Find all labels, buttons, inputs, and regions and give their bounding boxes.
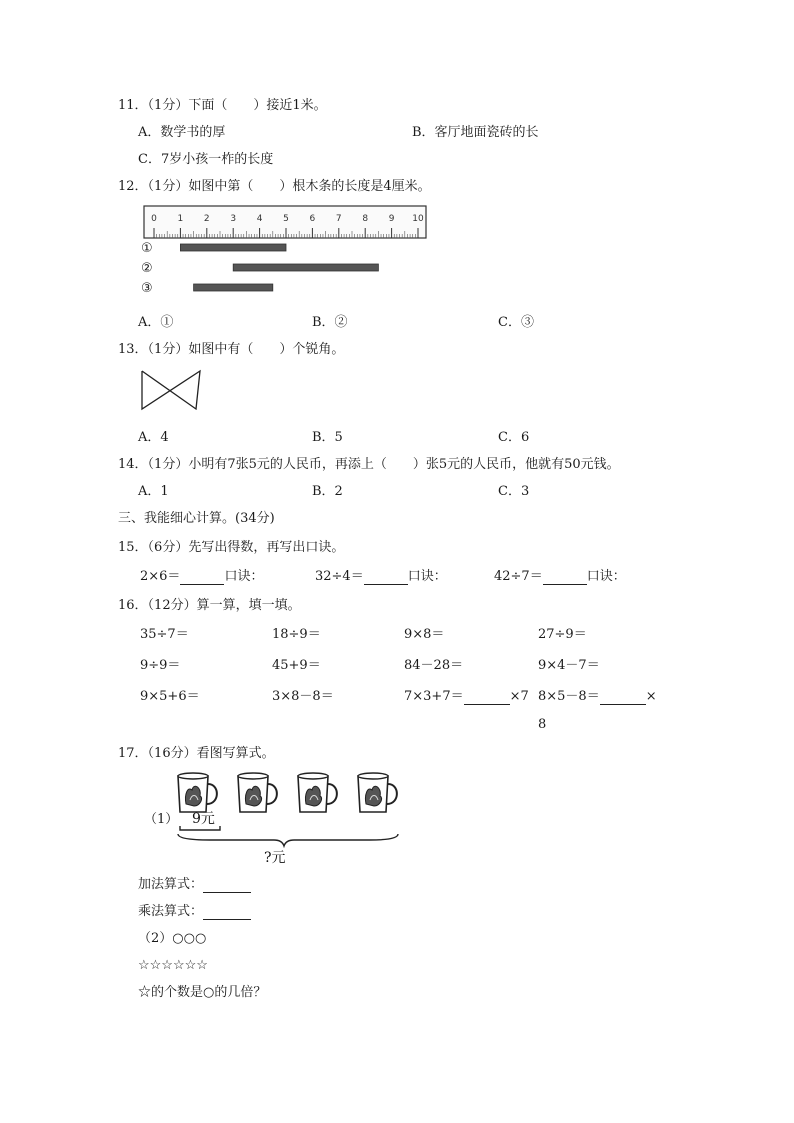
q16-r2-c2: 45+9＝ (272, 658, 321, 673)
q15-stem: 15．（6分）先写出得数，再写出口诀。 (118, 540, 345, 555)
ruler-tick-label-4: 4 (256, 214, 263, 224)
q15-answer-3-blank[interactable] (543, 571, 587, 585)
q16-r3-c4-blank[interactable] (600, 691, 646, 705)
q17-part2-stars: ☆☆☆☆☆☆ (138, 958, 208, 973)
cup-price-label: 9元 (192, 811, 215, 827)
wood-bar-2 (233, 264, 378, 271)
total-brace (178, 834, 398, 846)
ruler-tick-label-8: 8 (362, 214, 369, 224)
bowtie-shape (142, 371, 200, 409)
ruler-tick-label-2: 2 (203, 214, 210, 224)
q17-part2-circles: （2）○○○ (138, 931, 207, 946)
q15-koujue-label-3: 口诀： (586, 569, 626, 584)
q17-add-blank[interactable] (203, 879, 251, 893)
bar-label-3: ③ (141, 281, 153, 296)
q16-r2-c4: 9×4－7＝ (538, 658, 600, 673)
q16-r1-c2: 18÷9＝ (272, 627, 321, 642)
q15-expr-1: 2×6＝ (140, 569, 181, 584)
q16-r2-c3: 84－28＝ (404, 658, 464, 673)
q16-r1-c4: 27÷9＝ (538, 627, 587, 642)
ruler-figure (140, 204, 430, 304)
q17-add-label: 加法算式： (138, 877, 204, 892)
q16-stem: 16．（12分）算一算，填一填。 (118, 598, 301, 613)
bar-label-1: ① (141, 241, 153, 256)
q16-r2-c1: 9÷9＝ (140, 658, 181, 673)
q16-r3-c2: 3×8－8＝ (272, 689, 334, 704)
q16-r3-c3-tail: ×7 (509, 689, 529, 704)
cups-figure (170, 766, 400, 868)
q17-mul-row (138, 904, 251, 920)
q16-r3-c4 (538, 689, 657, 705)
q15-item-1 (140, 569, 263, 585)
q17-part2-question: ☆的个数是○的几倍？ (138, 985, 267, 1000)
q13-stem: 13．（1分）如图中有（ ）个锐角。 (118, 342, 345, 357)
ruler-tick-label-3: 3 (230, 214, 237, 224)
q13-option-b[interactable]: B．5 (312, 430, 343, 445)
q16-r3-c4-expr: 8×5－8＝ (538, 689, 600, 704)
q17-add-row (138, 877, 251, 893)
q11-option-b[interactable]: B．客厅地面瓷砖的长 (412, 125, 539, 140)
bowtie-figure (138, 367, 204, 413)
q15-expr-2: 32÷4＝ (315, 569, 364, 584)
q11-option-a[interactable]: A．数学书的厚 (138, 125, 226, 140)
ruler-tick-label-9: 9 (388, 214, 395, 224)
wood-bar-3 (194, 284, 273, 291)
q11-stem: 11．（1分）下面（ ）接近1米。 (118, 98, 327, 113)
q15-item-3 (494, 569, 626, 585)
ruler-tick-label-6: 6 (309, 214, 316, 224)
q17-mul-blank[interactable] (203, 906, 251, 920)
q15-koujue-label-1: 口诀： (224, 569, 264, 584)
q13-option-a[interactable]: A．4 (138, 430, 169, 445)
ruler-tick-label-7: 7 (335, 214, 342, 224)
q15-koujue-label-2: 口诀： (407, 569, 447, 584)
cup-2-icon (238, 773, 277, 812)
q12-option-c[interactable]: C．③ (498, 315, 534, 330)
q11-option-c[interactable]: C．7岁小孩一柞的长度 (138, 152, 274, 167)
q16-r3-c3 (404, 689, 529, 705)
q17-stem: 17．（16分）看图写算式。 (118, 746, 275, 761)
q16-r1-c1: 35÷7＝ (140, 627, 189, 642)
q16-r3-wrap: 8 (538, 717, 547, 732)
q15-answer-1-blank[interactable] (180, 571, 224, 585)
wood-bar-1 (180, 244, 286, 251)
q16-r1-c3: 9×8＝ (404, 627, 445, 642)
total-price-label: ?元 (264, 850, 286, 866)
q17-mul-label: 乘法算式： (138, 904, 204, 919)
q12-stem: 12．（1分）如图中第（ ）根木条的长度是4厘米。 (118, 179, 431, 194)
q16-r3-c4-tail: × (645, 689, 657, 704)
ruler-tick-label-10: 10 (412, 214, 424, 224)
bar-label-2: ② (141, 261, 153, 276)
ruler-tick-label-1: 1 (177, 214, 184, 224)
q13-option-c[interactable]: C．6 (498, 430, 530, 445)
ruler-tick-label-5: 5 (283, 214, 289, 224)
q16-r3-c1: 9×5+6＝ (140, 689, 200, 704)
q16-r3-c3-expr: 7×3+7＝ (404, 689, 464, 704)
ruler-tick-label-0: 0 (151, 214, 157, 224)
q15-answer-2-blank[interactable] (364, 571, 408, 585)
q12-option-b[interactable]: B．② (312, 315, 348, 330)
q17-part1-label: （1） (144, 812, 179, 827)
cup-1-icon (178, 773, 217, 812)
cup-3-icon (298, 773, 337, 812)
cup-4-icon (358, 773, 397, 812)
q15-expr-3: 42÷7＝ (494, 569, 543, 584)
q14-option-b[interactable]: B．2 (312, 484, 343, 499)
q12-option-a[interactable]: A．① (138, 315, 174, 330)
q14-option-a[interactable]: A．1 (138, 484, 169, 499)
q15-item-2 (315, 569, 447, 585)
q14-stem: 14．（1分）小明有7张5元的人民币，再添上（ ）张5元的人民币，他就有50元钱。 (118, 457, 620, 472)
q14-option-c[interactable]: C．3 (498, 484, 530, 499)
section-3-heading: 三、我能细心计算。(34分) (118, 511, 275, 526)
q16-r3-c3-blank[interactable] (464, 691, 510, 705)
